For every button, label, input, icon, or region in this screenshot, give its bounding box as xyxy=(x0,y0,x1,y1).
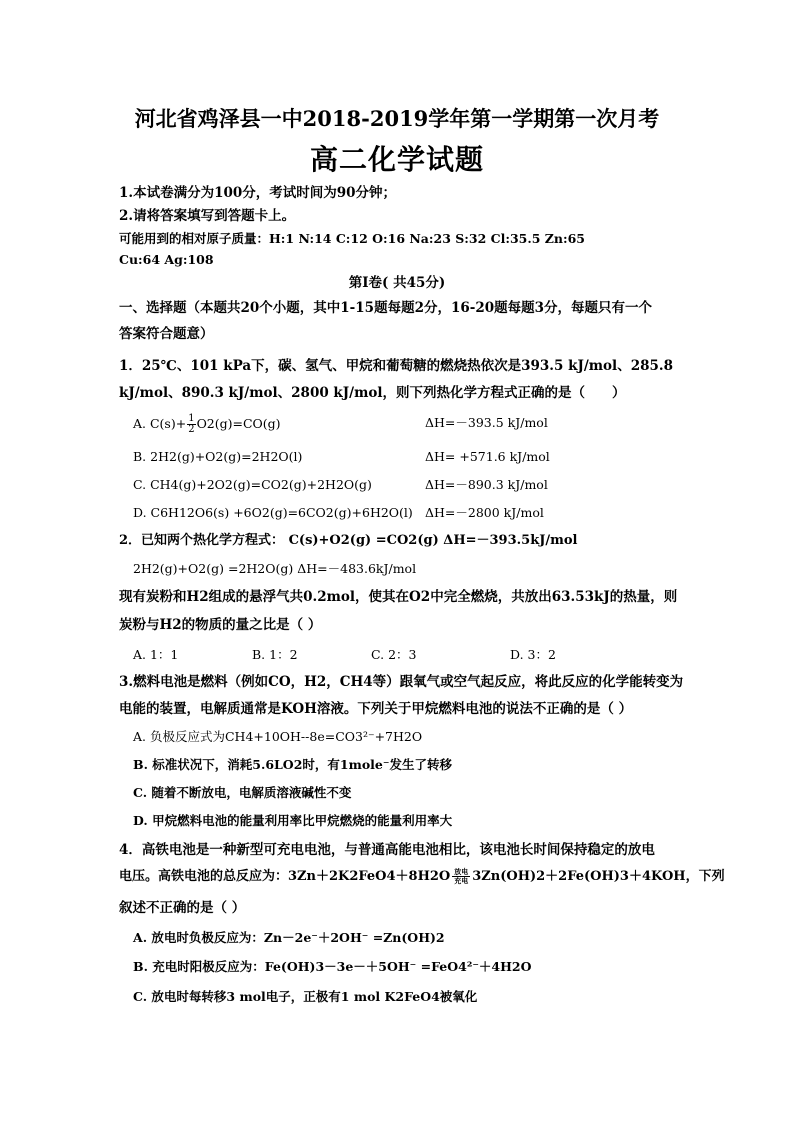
q3-option-c: C. 随着不断放电，电解质溶液碱性不变 xyxy=(133,785,352,800)
q2-stem-line-1: 2．已知两个热化学方程式： C(s)+O2(g) =CO2(g) ΔH=－393.5kJ/mol xyxy=(119,533,578,548)
q4-option-a: A. 放电时负极反应为：Zn－2e⁻＋2OH⁻ =Zn(OH)2 xyxy=(133,930,445,945)
section-title: 第Ⅰ卷( 共45分) xyxy=(348,275,446,291)
q4-stem-line-2 xyxy=(119,868,725,886)
q3-stem-line-2: 电能的装置，电解质通常是KOH溶液。下列关于甲烷燃料电池的说法不正确的是（ ） xyxy=(119,701,633,717)
q3-stem-line-1: 3.燃料电池是燃料（例如CO，H2，CH4等）跟氧气或空气起反应，将此反应的化学能转变为 xyxy=(119,674,684,690)
q1-stem-line-1: 1．25℃、101 kPa下，碳、氢气、甲烷和葡萄糖的燃烧热依次是393.5 kJ/mol、285.8 xyxy=(119,358,673,374)
q1-option-d-enthalpy: ΔH=－2800 kJ/mol xyxy=(425,505,544,520)
q1-option-a-eq-part2: O2(g)=CO(g) xyxy=(196,416,281,431)
arrow-bottom-label: 充电 xyxy=(454,876,469,885)
q1-option-a-enthalpy: ΔH=－393.5 kJ/mol xyxy=(425,415,548,430)
instruction-2: 2.请将答案填写到答题卡上。 xyxy=(119,208,296,224)
section-intro-line-2: 答案符合题意） xyxy=(119,326,214,342)
instruction-1: 1.本试卷满分为100分，考试时间为90分钟； xyxy=(119,185,397,201)
q1-option-a-eq-part1: A. C(s)+ xyxy=(133,416,187,431)
q2-stem-line-4: 炭粉与H2的物质的量之比是（ ） xyxy=(119,617,322,633)
fraction xyxy=(187,414,195,435)
q4-stem-products: 3Zn(OH)2＋2Fe(OH)3＋4KOH，下列 xyxy=(472,869,725,884)
q2-stem-line-3: 现有炭粉和H2组成的悬浮气共0.2mol，使其在O2中完全燃烧，共放出63.53kJ的热量，则 xyxy=(119,589,678,605)
q1-option-a xyxy=(133,414,281,435)
q4-stem-line-3: 叙述不正确的是（ ） xyxy=(119,900,246,916)
q4-option-b: B. 充电时阳极反应为：Fe(OH)3－3e－＋5OH⁻ =FeO4²⁻＋4H2O xyxy=(133,959,532,974)
school-title: 河北省鸡泽县一中2018-2019学年第一学期第一次月考 xyxy=(134,106,660,131)
atomic-masses-line-2: Cu:64 Ag:108 xyxy=(119,252,214,267)
q1-option-c-enthalpy: ΔH=－890.3 kJ/mol xyxy=(425,477,548,492)
q2-option-c: C. 2：3 xyxy=(371,647,417,662)
q1-stem-line-2: kJ/mol、890.3 kJ/mol、2800 kJ/mol，则下列热化学方程式正确的是（ ） xyxy=(119,385,626,401)
q1-option-d: D. C6H12O6(s) +6O2(g)=6CO2(g)+6H2O(l) xyxy=(133,505,413,520)
q3-option-a: A. 负极反应式为CH4+10OH--8e=CO3²⁻+7H2O xyxy=(133,729,423,744)
section-intro-line-1: 一、选择题（本题共20个小题，其中1-15题每题2分，16-20题每题3分，每题只有一个 xyxy=(119,300,653,316)
exam-title: 高二化学试题 xyxy=(309,143,484,176)
q2-option-d: D. 3：2 xyxy=(510,647,556,662)
q3-option-b: B. 标准状况下，消耗5.6LO2时，有1mole⁻发生了转移 xyxy=(133,757,452,772)
q2-stem-line-2: 2H2(g)+O2(g) =2H2O(g) ΔH=－483.6kJ/mol xyxy=(133,561,417,576)
q4-option-c: C. 放电时每转移3 mol电子，正极有1 mol K2FeO4被氧化 xyxy=(133,989,478,1004)
q1-option-b-enthalpy: ΔH= +571.6 kJ/mol xyxy=(425,449,550,464)
q1-option-c: C. CH4(g)+2O2(g)=CO2(g)+2H2O(g) xyxy=(133,477,372,492)
q3-option-d: D. 甲烷燃料电池的能量利用率比甲烷燃烧的能量利用率大 xyxy=(133,813,453,828)
atomic-masses-line-1: 可能用到的相对原子质量：H:1 N:14 C:12 O:16 Na:23 S:32 Cl:35.5 Zn:65 xyxy=(119,231,585,246)
q4-stem-reactants: 电压。高铁电池的总反应为：3Zn＋2K2FeO4＋8H2O xyxy=(119,869,451,884)
q2-option-a: A. 1：1 xyxy=(133,647,179,662)
reversible-arrow xyxy=(452,868,470,885)
arrow-top-label: 放电 xyxy=(454,867,469,876)
q1-option-b: B. 2H2(g)+O2(g)=2H2O(l) xyxy=(133,449,303,464)
q4-stem-line-1: 4．高铁电池是一种新型可充电电池，与普通高能电池相比，该电池长时间保持稳定的放电 xyxy=(119,842,655,858)
q2-option-b: B. 1：2 xyxy=(252,647,298,662)
fraction-numerator: 1 xyxy=(188,413,195,424)
fraction-denominator: 2 xyxy=(188,424,195,435)
